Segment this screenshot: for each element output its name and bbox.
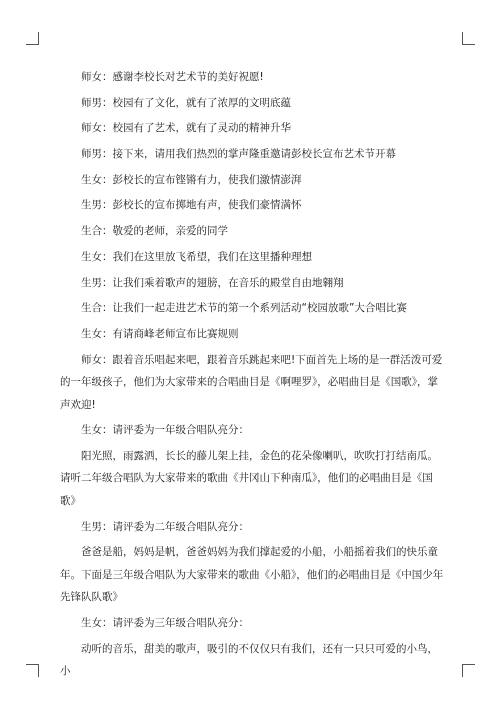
paragraph: 生女：彭校长的宣布铿锵有力，使我们激情澎湃 (81, 173, 302, 186)
document-body (60, 66, 448, 686)
paragraph: 师女：跟着音乐唱起来吧，跟着音乐跳起来吧!下面首先上场的是一群活泼可爱的一年级孩子，他们为大家带来的合唱曲目是《啊哩罗》，必唱曲目是《国歌》，掌声欢迎! (60, 353, 443, 411)
crop-mark-top-right (462, 32, 475, 45)
paragraph: 生女：请评委为三年级合唱队亮分： (81, 617, 249, 629)
paragraph: 生女：请评委为一年级合唱队亮分： (81, 424, 249, 437)
paragraph: 生女：有请商峰老师宣布比赛规则 (81, 327, 239, 340)
paragraph: 生男：让我们乘着歌声的翅膀，在音乐的殿堂自由地翱翔 (81, 276, 344, 289)
paragraph: 动听的音乐，甜美的歌声，吸引的不仅仅只有我们，还有一只只可爱的小鸟，小 (60, 642, 438, 678)
paragraph: 阳光照，雨露洒，长长的藤儿架上挂，金色的花朵像喇叭，吹吹打打结南瓜。请听二年级合唱队为大家带来的歌曲《井冈山下种南瓜》，他们的必唱曲目是《国歌》 (60, 449, 438, 507)
paragraph: 师男：校园有了文化，就有了浓厚的文明底蕴 (81, 96, 291, 109)
paragraph: 生合：让我们一起走进艺术节的第一个系列活动“校园放歌”大合唱比赛 (81, 302, 407, 315)
paragraph: 生男：彭校长的宣布掷地有声，使我们豪情满怀 (81, 199, 302, 212)
crop-mark-bottom-left (26, 664, 39, 677)
paragraph: 师女：感谢李校长对艺术节的美好祝愿! (81, 71, 264, 83)
crop-mark-top-left (26, 32, 39, 45)
paragraph: 生合：敬爱的老师，亲爱的同学 (81, 225, 228, 238)
paragraph: 生男：请评委为二年级合唱队亮分： (81, 520, 249, 533)
paragraph: 爸爸是船，妈妈是帆，爸爸妈妈为我们撑起爱的小船，小船摇着我们的快乐童年。下面是三年级合唱队为大家带来的歌曲《小船》，他们的必唱曲目是《中国少年先锋队队歌》 (60, 546, 444, 604)
paragraph: 师女：校园有了艺术，就有了灵动的精神升华 (81, 122, 291, 135)
paragraph: 师男：接下来，请用我们热烈的掌声隆重邀请彭校长宣布艺术节开幕 (81, 148, 396, 161)
crop-mark-bottom-right (462, 664, 475, 677)
paragraph: 生女：我们在这里放飞希望，我们在这里播种理想 (81, 250, 312, 263)
